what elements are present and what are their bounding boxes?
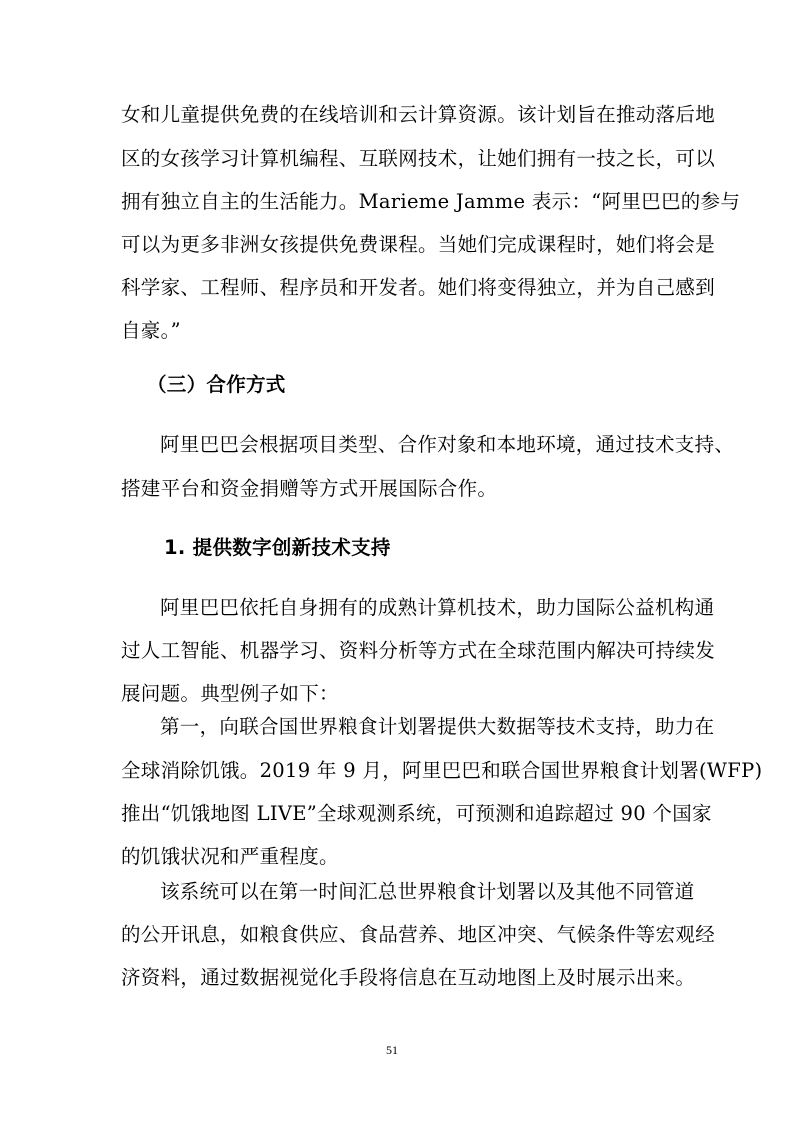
text-line: 的饥饿状况和严重程度。 [121, 845, 339, 868]
page-number: 51 [386, 1043, 398, 1057]
text-line: 展问题。典型例子如下： [121, 682, 339, 705]
text-line: 阿里巴巴会根据项目类型、合作对象和本地环境，通过技术支持、 [160, 433, 735, 456]
text-line: 济资料，通过数据视觉化手段将信息在互动地图上及时展示出来。 [121, 966, 696, 989]
text-line: 该系统可以在第一时间汇总世界粮食计划署以及其他不同管道 [160, 880, 695, 903]
text-line: 可以为更多非洲女孩提供免费课程。当她们完成课程时，她们将会是 [121, 233, 716, 256]
text-line: 第一，向联合国世界粮食计划署提供大数据等技术支持，助力在 [160, 715, 715, 738]
text-line: 全球消除饥饿。2019 年 9 月，阿里巴巴和联合国世界粮食计划署(WFP) [121, 759, 763, 782]
text-line: 拥有独立自主的生活能力。Marieme Jamme 表示：“阿里巴巴的参与 [121, 190, 741, 213]
text-line: 阿里巴巴依托自身拥有的成熟计算机技术，助力国际公益机构通 [160, 596, 715, 619]
subsection-heading: 1. 提供数字创新技术支持 [164, 536, 391, 559]
text-line: 搭建平台和资金捐赠等方式开展国际合作。 [121, 477, 498, 500]
text-line: 女和儿童提供免费的在线培训和云计算资源。该计划旨在推动落后地 [121, 103, 716, 126]
text-line: 区的女孩学习计算机编程、互联网技术，让她们拥有一技之长，可以 [121, 147, 716, 170]
section-heading: （三）合作方式 [147, 373, 286, 396]
text-line: 过人工智能、机器学习、资料分析等方式在全球范围内解决可持续发 [121, 639, 716, 662]
text-line: 科学家、工程师、程序员和开发者。她们将变得独立，并为自己感到 [121, 276, 716, 299]
text-line: 的公开讯息，如粮食供应、食品营养、地区冲突、气候条件等宏观经 [121, 923, 716, 946]
text-line: 推出“饥饿地图 LIVE”全球观测系统，可预测和追踪超过 90 个国家 [121, 802, 712, 825]
text-line: 自豪。” [121, 319, 181, 342]
